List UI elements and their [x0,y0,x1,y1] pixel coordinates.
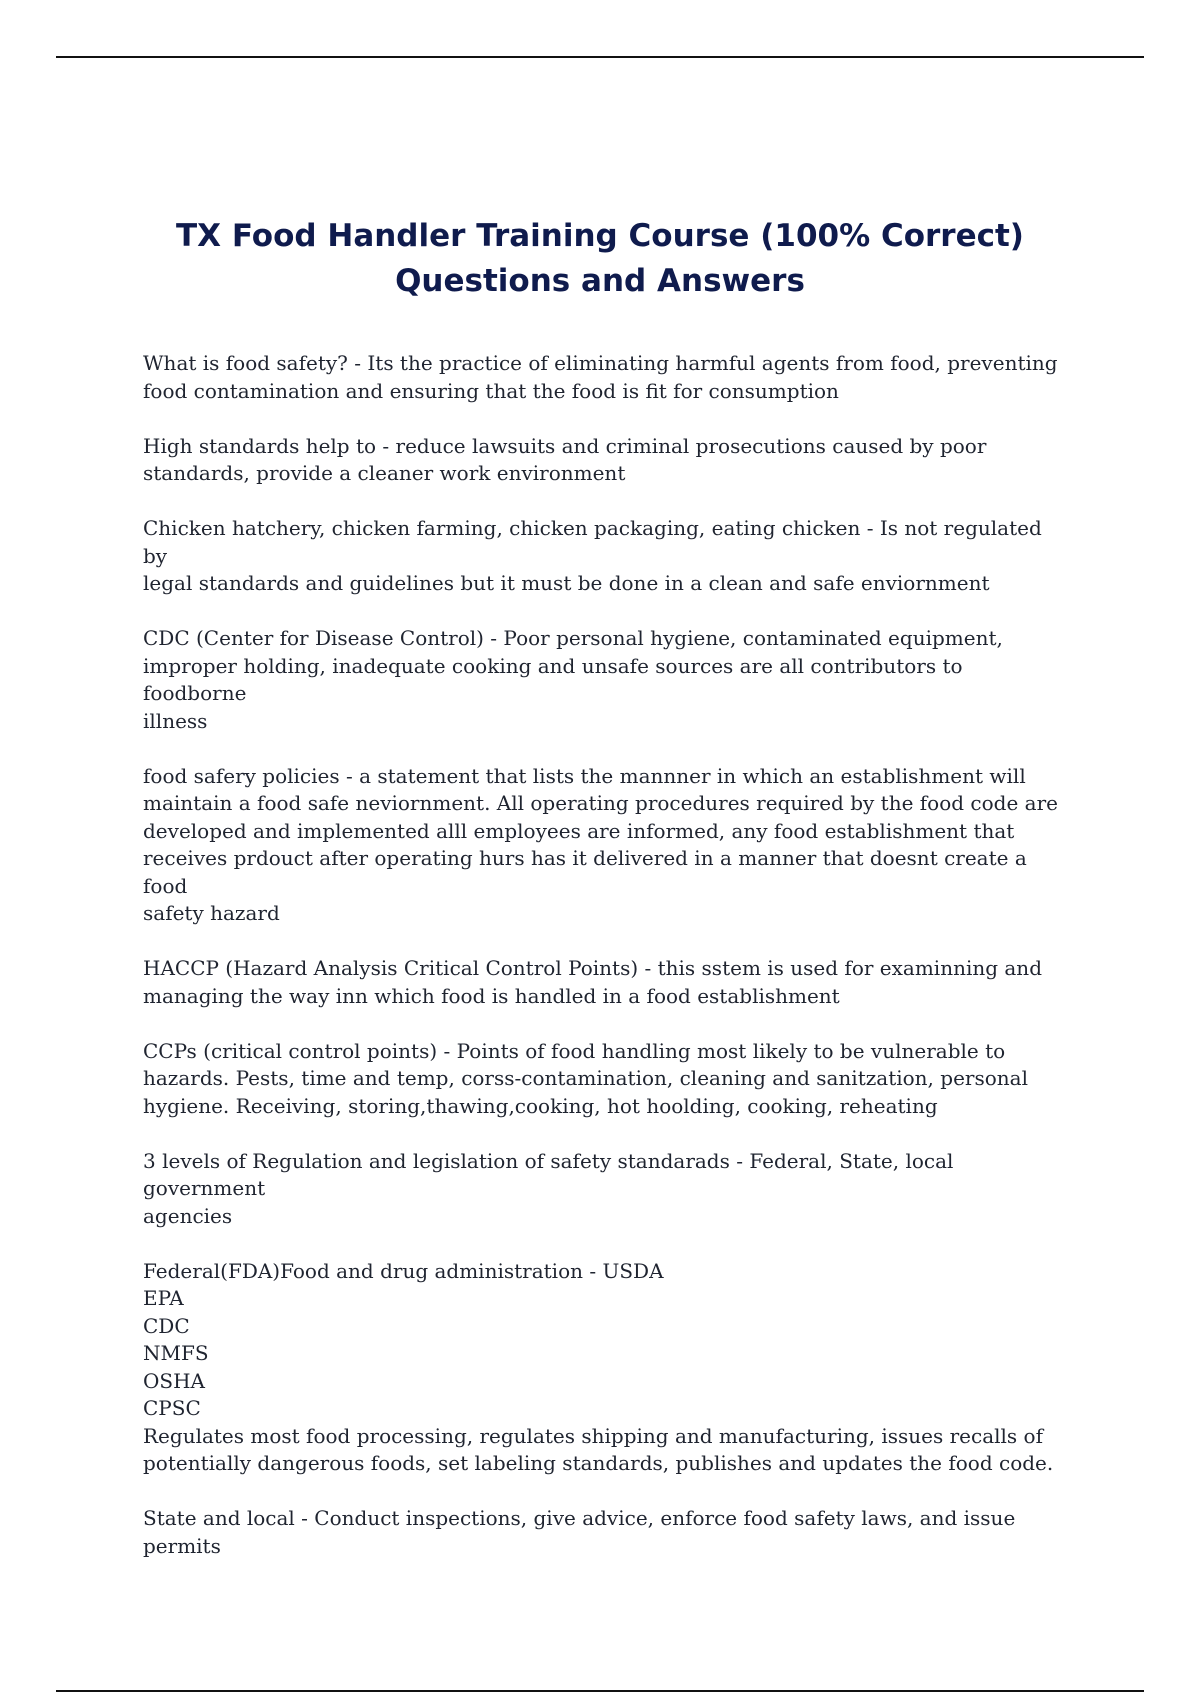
bottom-divider [56,1690,1144,1692]
qa-text-line: safety hazard [143,901,280,925]
qa-text-line: standards, provide a cleaner work environment [143,461,626,485]
agency-item: OSHA [143,1368,205,1393]
qa-entry-food-safety-policies [143,763,1063,928]
agency-item: EPA [143,1286,184,1310]
qa-text-line: illness [143,708,208,733]
top-divider [56,56,1144,58]
qa-text-line: CDC (Center for Disease Control) - Poor personal hygiene, contaminated equipment, [143,626,1003,650]
qa-text-line: High standards help to - reduce lawsuits and criminal prosecutions caused by poor [143,433,987,458]
document-title [150,214,1050,304]
qa-text-line: HACCP (Hazard Analysis Critical Control Points) - this sstem is used for examinning and [143,956,1042,980]
qa-text-line: legal standards and guidelines but it must be done in a clean and safe enviornment [143,571,990,595]
qa-text-line: potentially dangerous foods, set labeling standards, publishes and updates the food code. [143,1451,1054,1475]
agency-item: CDC [143,1313,190,1338]
qa-entry-state-local [143,1505,1063,1560]
agency-item: CPSC [143,1396,201,1420]
qa-text-line: maintain a food safe neviornment. All operating procedures required by the food code are [143,791,1058,815]
qa-text-line: Regulates most food processing, regulates shipping and manufacturing, issues recalls of [143,1423,1043,1448]
qa-entry-ccps [143,1038,1063,1121]
qa-text-line: receives prdouct after operating hurs has it delivered in a manner that doesnt create a food [143,846,1027,898]
qa-text-line: State and local - Conduct inspections, give advice, enforce food safety laws, and issue [143,1506,1016,1530]
qa-text-line: hazards. Pests, time and temp, corss-contamination, cleaning and sanitzation, personal [143,1066,1028,1090]
qa-entry-cdc [143,625,1063,735]
qa-entry-food-safety [143,350,1063,405]
qa-text-line: 3 levels of Regulation and legislation of safety standarads - Federal, State, local government [143,1148,954,1200]
qa-text-line: Chicken hatchery, chicken farming, chicken packaging, eating chicken - Is not regulated by [143,516,1042,568]
title-line-2: Questions and Answers [395,263,805,299]
qa-entry-regulation-levels [143,1148,1063,1231]
qa-text-line: CCPs (critical control points) - Points of food handling most likely to be vulnerable to [143,1038,1006,1063]
qa-entry-chicken [143,515,1063,598]
qa-entry-haccp [143,955,1063,1010]
qa-text-line: hygiene. Receiving, storing,thawing,cooking, hot hoolding, cooking, reheating [143,1093,938,1118]
qa-text-line: What is food safety? - Its the practice of eliminating harmful agents from food, preventing [143,351,1058,375]
agency-item: NMFS [143,1341,209,1365]
qa-text-line: food safery policies - a statement that lists the mannner in which an establishment will [143,763,1026,788]
qa-text-line: food contamination and ensuring that the food is fit for consumption [143,378,839,403]
qa-text-line: permits [143,1533,221,1558]
qa-text-line: managing the way inn which food is handled in a food establishment [143,983,840,1008]
qa-text-line: improper holding, inadequate cooking and unsafe sources are all contributors to foodborne [143,653,963,705]
qa-entry-federal-agencies [143,1258,1063,1478]
qa-content [143,350,1063,1588]
qa-text-line: developed and implemented alll employees are informed, any food establishment that [143,818,1015,843]
qa-text-line: agencies [143,1203,233,1228]
title-line-1: TX Food Handler Training Course (100% Correct) [176,218,1024,254]
qa-text-line: Federal(FDA)Food and drug administration - USDA [143,1258,664,1283]
qa-entry-high-standards [143,433,1063,488]
